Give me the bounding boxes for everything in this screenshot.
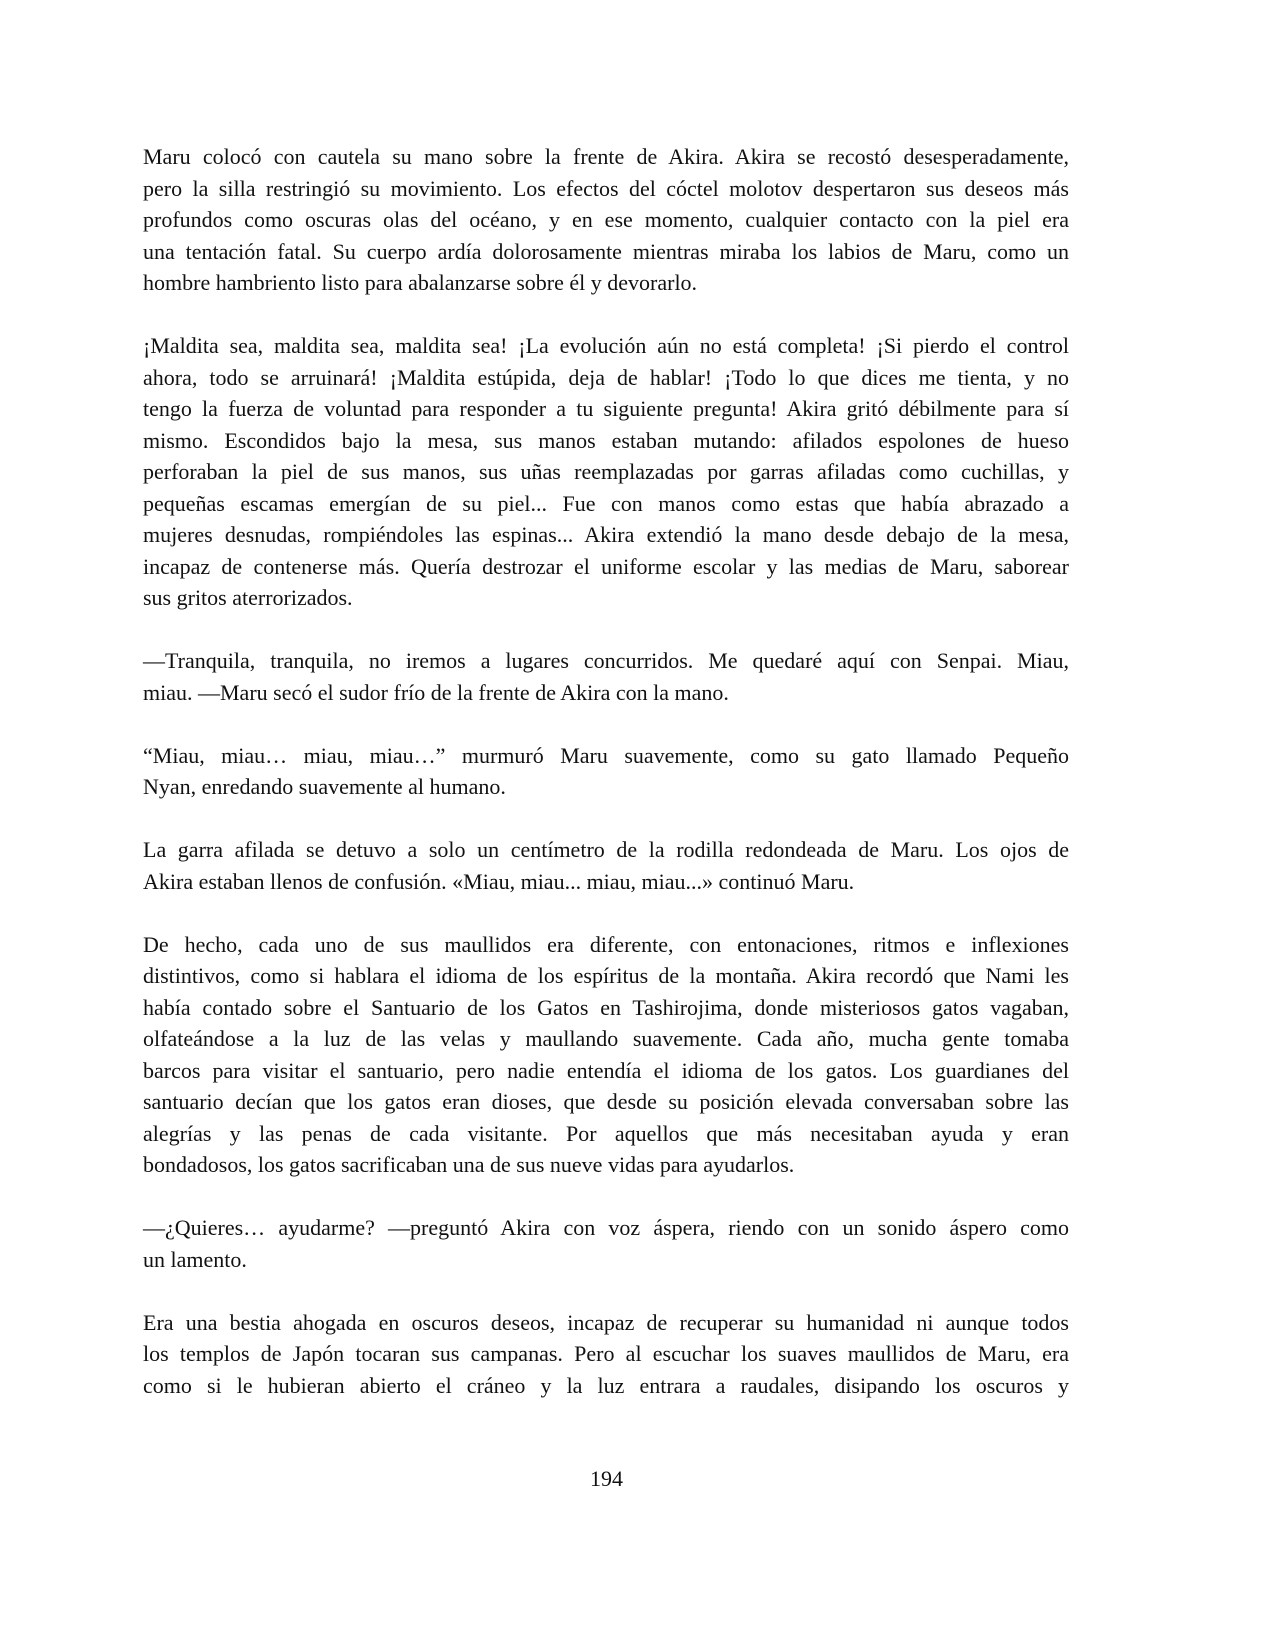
text-line: bondadosos, los gatos sacrificaban una de sus nueve vidas para ayudarlos. xyxy=(143,1152,795,1177)
page-number: 194 xyxy=(590,1466,623,1491)
body-text xyxy=(143,141,1069,1433)
text-line: tengo la fuerza de voluntad para responder a tu siguiente pregunta! Akira gritó débilmente para sí xyxy=(143,396,1069,421)
paragraph xyxy=(143,834,1069,897)
paragraph xyxy=(143,141,1069,299)
text-line: Maru colocó con cautela su mano sobre la frente de Akira. Akira se recostó desesperadamente, xyxy=(143,144,1069,169)
text-line: alegrías y las penas de cada visitante. Por aquellos que más necesitaban ayuda y eran xyxy=(143,1120,1069,1146)
text-line: perforaban la piel de sus manos, sus uñas reemplazadas por garras afiladas como cuchillas, y xyxy=(143,459,1069,484)
paragraph xyxy=(143,1307,1069,1402)
paragraph xyxy=(143,929,1069,1181)
text-line: había contado sobre el Santuario de los Gatos en Tashirojima, donde misteriosos gatos vagaban, xyxy=(143,994,1069,1020)
text-line: profundos como oscuras olas del océano, y en ese momento, cualquier contacto con la piel era xyxy=(143,207,1069,232)
text-line: pero la silla restringió su movimiento. Los efectos del cóctel molotov despertaron sus deseos más xyxy=(143,175,1069,201)
text-line: pequeñas escamas emergían de su piel... Fue con manos como estas que había abrazado a xyxy=(143,490,1069,516)
text-line: ¡Maldita sea, maldita sea, maldita sea! ¡La evolución aún no está completa! ¡Si pierdo el control xyxy=(143,333,1069,358)
text-line: De hecho, cada uno de sus maullidos era diferente, con entonaciones, ritmos e inflexiones xyxy=(143,931,1069,957)
text-line: una tentación fatal. Su cuerpo ardía dolorosamente mientras miraba los labios de Maru, como un xyxy=(143,238,1069,264)
text-line: Era una bestia ahogada en oscuros deseos, incapaz de recuperar su humanidad ni aunque todos xyxy=(143,1309,1069,1335)
text-line: “Miau, miau… miau, miau…” murmuró Maru suavemente, como su gato llamado Pequeño xyxy=(143,742,1069,768)
text-line: ahora, todo se arruinará! ¡Maldita estúpida, deja de hablar! ¡Todo lo que dices me tienta, y no xyxy=(143,364,1069,390)
text-line: los templos de Japón tocaran sus campanas. Pero al escuchar los suaves maullidos de Maru, era xyxy=(143,1341,1069,1366)
text-line: miau. —Maru secó el sudor frío de la frente de Akira con la mano. xyxy=(143,679,729,705)
text-line: como si le hubieran abierto el cráneo y la luz entrara a raudales, disipando los oscuros y xyxy=(143,1372,1069,1398)
text-line: un lamento. xyxy=(143,1246,247,1272)
text-line: olfateándose a la luz de las velas y maullando suavemente. Cada año, mucha gente tomaba xyxy=(143,1026,1069,1051)
text-line: sus gritos aterrorizados. xyxy=(143,585,353,610)
paragraph xyxy=(143,1212,1069,1275)
text-line: mismo. Escondidos bajo la mesa, sus manos estaban mutando: afilados espolones de hueso xyxy=(143,427,1069,453)
text-line: santuario decían que los gatos eran dioses, que desde su posición elevada conversaban sobre las xyxy=(143,1089,1069,1114)
text-line: Akira estaban llenos de confusión. «Miau, miau... miau, miau...» continuó Maru. xyxy=(143,868,855,894)
text-line: La garra afilada se detuvo a solo un centímetro de la rodilla redondeada de Maru. Los ojos de xyxy=(143,837,1069,862)
text-line: hombre hambriento listo para abalanzarse sobre él y devorarlo. xyxy=(143,270,698,295)
text-line: mujeres desnudas, rompiéndoles las espinas... Akira extendió la mano desde debajo de la mesa, xyxy=(143,522,1069,547)
text-line: incapaz de contenerse más. Quería destrozar el uniforme escolar y las medias de Maru, saborear xyxy=(143,553,1069,579)
text-line: —Tranquila, tranquila, no iremos a lugares concurridos. Me quedaré aquí con Senpai. Miau, xyxy=(143,648,1069,673)
text-line: Nyan, enredando suavemente al humano. xyxy=(143,774,506,799)
paragraph xyxy=(143,330,1069,614)
paragraph xyxy=(143,740,1069,803)
text-line: —¿Quieres… ayudarme? —preguntó Akira con voz áspera, riendo con un sonido áspero como xyxy=(143,1215,1069,1240)
text-line: distintivos, como si hablara el idioma de los espíritus de la montaña. Akira recordó que Nami les xyxy=(143,963,1069,988)
text-line: barcos para visitar el santuario, pero nadie entendía el idioma de los gatos. Los guardianes del xyxy=(143,1057,1069,1083)
paragraph xyxy=(143,645,1069,708)
